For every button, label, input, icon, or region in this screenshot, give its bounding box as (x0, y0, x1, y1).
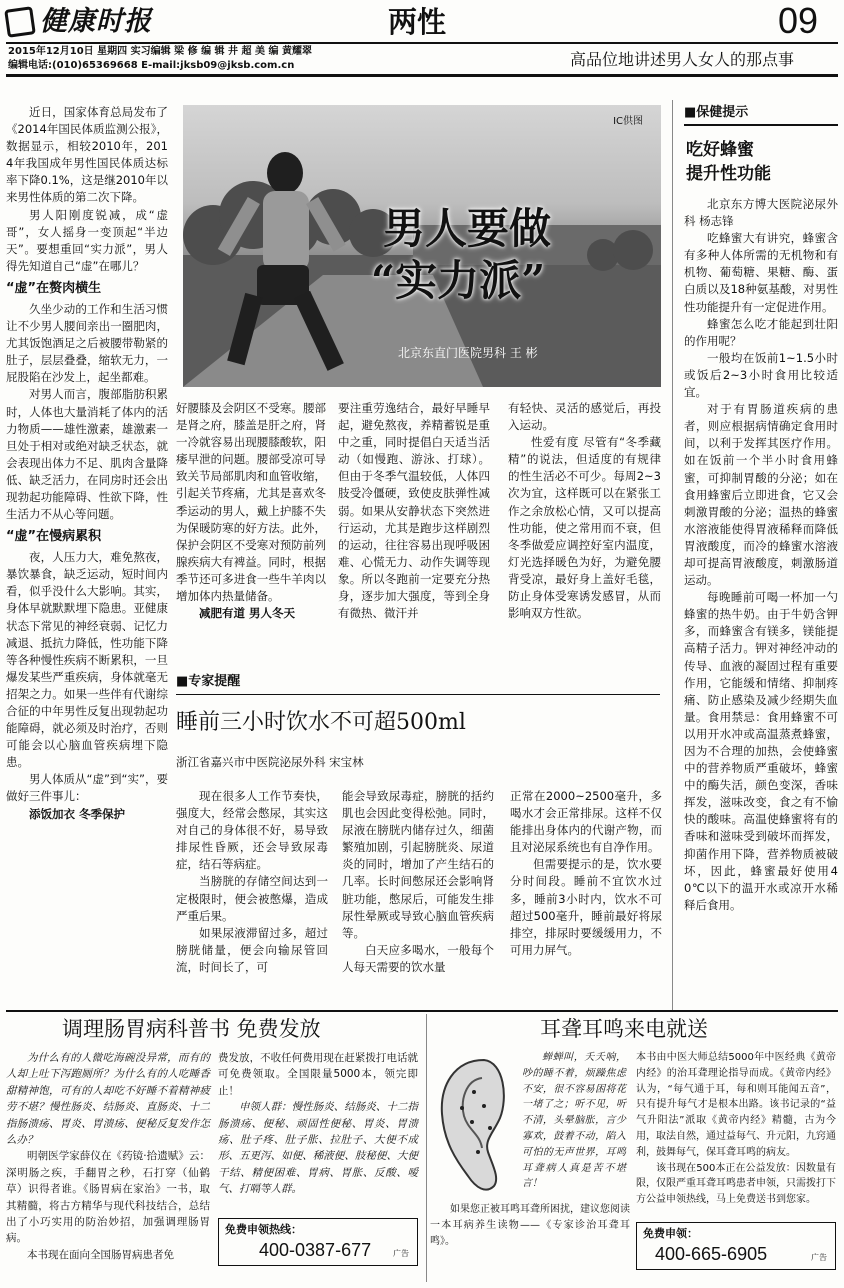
body-para: 要注重劳逸结合，最好早睡早起，避免熬夜，养精蓄锐是重中之重，同时提倡白天适当活动（如慢跑、游泳、打球）。但由于冬季气温较低，人体四肢受冷僵硬，致使皮肤弹性减弱。如果从安静状态下突然进行运动，尤其是跑步这样剧烈的运动，往往容易出现呼吸困难、心慌无力、动作失调等现象。所以冬跑前一定要充分热身，逐步加大强度，等到全身有微热、微汗并 (338, 401, 490, 621)
expert-col-3 (510, 788, 662, 1010)
ad-text: 明朝医学家薛仪在《药镜·拾遗赋》云：深明肠之疾，手翻胃之秒，石打穿（仙鹤草）识得者谁。《肠胃病在家治》一书，取其精髓，将古方精华与现代科技结合，总结出了小巧实用的防治妙招，加强调理肠胃病。 (6, 1150, 210, 1245)
ad-right-hotline-label: 免费申领： (643, 1227, 698, 1240)
body-para: 正常在2000~2500毫升，多喝水才会正常排尿。这样不仅能排出身体内的代谢产物，而且对泌尿系统也有自净作用。 (510, 789, 662, 855)
ad-right-hotline-box (636, 1222, 836, 1270)
subhead-chronic: “虚”在慢病累积 (6, 529, 102, 545)
feature-photo (183, 105, 661, 387)
tips-title-1: 吃好蜂蜜 (686, 140, 754, 160)
ad-text: 该书现在500本正在公益发放：因数量有限，仅限严重耳聋耳鸣患者申领，只需拨打下方公益申领热线，马上免费送书到您家。 (636, 1162, 836, 1206)
ad-text: 费发放，不收任何费用现在赶紧拨打电话就可免费领取。全国限量5000本，领完即止！ (218, 1052, 418, 1097)
expert-col-1 (176, 788, 328, 1010)
photo-byline: 北京东直门医院男科 王 彬 (398, 346, 538, 360)
ad-right (430, 1012, 838, 1284)
body-para: 一般均在饭前1~1.5小时或饭后2~3小时食用比较适宜。 (684, 350, 838, 400)
expert-label: ■专家提醒 (176, 674, 241, 689)
body-para: 白天应多喝水，一般每个人每天需要的饮水量 (342, 942, 494, 974)
expert-rule (176, 694, 660, 695)
body-para: 好腰膝及会阴区不受寒。腰部是肾之府，膝盖是肝之府，肾一冷就容易出现腰膝酸软，阳痿早泄的问题。腰部受凉可导致关节局部肌肉和血管收缩，引起关节疼痛，尤其是喜欢冬季运动的男人，戴上护膝不失为保暖防寒的好方法。此外，保护会阴区不受寒对预防前列腺疾病大有裨益。同时，根据季节还可多进食一些牛羊肉以增加体内热量储备。 (176, 401, 326, 604)
tips-label: ■保健提示 (684, 105, 749, 120)
body-para: 当膀胱的存储空间达到一定极限时，便会被憋爆，造成严重后果。 (176, 874, 328, 923)
body-para: 每晚睡前可喝一杯加一勺蜂蜜的热牛奶。由于牛奶含钾多，而蜂蜜含有镁多，镁能提高精子活力。钾对神经冲动的传导、血液的凝固过程有重要作用，它能缓和情绪、抑制疼痛、防止感染及减少经期失血量。食用禁忌：食用蜂蜜不可以用开水冲或高温蒸煮蜂蜜，因为不合理的加热，会使蜂蜜中的营养物质严重破坏，蜂蜜中的酶失活，颜色变深，香味挥发，滋味改变，食之有不愉快的酸味。高温使蜂蜜将有的香味和滋味受到破坏而挥发，抑菌作用下降，营养物质被破坏，因此，蜂蜜最好使用40℃以下的温开水或凉开水稀释后食用。 (684, 590, 838, 912)
photo-headline-2: “实力派” (371, 256, 546, 305)
expert-title: 睡前三小时饮水不可超500ml (176, 710, 466, 735)
ad-text: 申领人群：慢性肠炎、结肠炎、十二指肠溃疡、便秘、顽固性便秘、胃炎、胃溃疡、肚子疼、肚子胀、拉肚子、大便不成形、五更泻、如便、稀液便、肢秘便、大便干结、精便困难、胃病、胃胀、反酸、嗳气、打嗝等人群。 (218, 1101, 418, 1196)
header-rule (6, 42, 838, 44)
ad-right-title: 耳聋耳鸣来电就送 (540, 1017, 708, 1041)
ad-right-col-1b (430, 1202, 630, 1282)
body-para: 但需要提示的是，饮水要分时间段。睡前不宜饮水过多，睡前3小时内，饮水不可超过500毫升，睡前最好将尿排空，排尿时要缓缓用力，不可用力屏气。 (510, 857, 662, 957)
ad-left (6, 1012, 422, 1284)
ad-left-hotline[interactable]: 400-0387-677 (259, 1240, 372, 1260)
body-para: 久坐少动的工作和生活习惯让不少男人腰间亲出一圈肥肉，尤其饭饱酒足之后被腰带勒紧的肚子，层层叠叠，缩软无力，一屁股陷在沙发上，起坐都难。 (6, 301, 168, 385)
column-divider (672, 100, 673, 1012)
tips-byline: 北京东方博大医院泌尿外科 杨志锋 (684, 197, 838, 229)
intro-para: 近日，国家体育总局发布了《2014年国民体质监测公报》，数据显示，相较2010年，2014年我国成年男性国民体质达标率下降0.1%，这是继2010年以来男性体质的第二次下降。 (6, 105, 168, 205)
body-para: 如果尿液滞留过多，超过膀胱储量，便会向输尿管回流，时间长了，可 (176, 925, 328, 974)
body-para: 减肥有道 男人冬天 (199, 606, 296, 621)
body-para: 男人体质从“虚”到“实”，要做好三件事儿： (6, 772, 168, 804)
expert-byline: 浙江省嘉兴市中医院泌尿外科 宋宝林 (176, 755, 364, 769)
tips-body (684, 196, 838, 1008)
ad-right-tag: 广告 (811, 1253, 827, 1262)
slogan: 高品位地讲述男人女人的那点事 (570, 50, 795, 69)
page-number: 09 (778, 0, 819, 41)
ad-left-col-1 (6, 1050, 210, 1282)
ad-right-hotline[interactable]: 400-665-6905 (655, 1244, 768, 1264)
ad-left-hotline-label: 免费申领热线： (225, 1223, 302, 1236)
header-rule-bottom (6, 74, 838, 77)
ad-left-col-2 (218, 1050, 418, 1210)
subhead-fat: “虚”在赘肉横生 (6, 280, 102, 296)
body-para: 能会导致尿毒症，膀胱的括约肌也会因此变得松弛。同时，尿液在膀胱内储存过久，细菌繁殖加剧，引起膀胱炎、尿道炎的同时，增加了产生结石的几率。长时间憋尿还会影响肾脏功能，憋尿后，可能发生排尿性晕厥或导致心脑血管疾病等。 (342, 789, 494, 940)
ad-text: 如果您正被耳鸣耳聋所困扰，建议您阅读一本耳病养生读物——《专家诊治耳聋耳鸣》。 (430, 1204, 630, 1247)
body-para: 夜，人压力大，难免熬夜，暴饮暴食，缺乏运动，短时间内看，似乎没什么大影响。其实，身体早就默默埋下隐患。亚健康状态下常见的神经衰弱、记忆力减退、抵抗力降低，性功能下降等各种慢性疾病不断累积，一旦爆发某些严重疾病，身体就毫无招架之力。如果一些伴有代谢综合征的中年男性反复出现勃起功能障碍，就必须及时治疗，否则可能会以心脑血管疾病埋下隐患。 (6, 550, 168, 770)
section-title: 两性 (388, 5, 447, 39)
ad-text: 蝉蝉叫，夭夭响，吵的睡不着，烦躁焦虑不安，很不容易困将花一堵了之；听不见，听不清，头晕脑胀，言少寡欢，鼓着不动，陷入可怕的无声世界，耳鸣耳聋病人真是苦不堪言！ (522, 1052, 626, 1190)
photo-headline-1: 男人要做 (383, 204, 552, 253)
ad-text: 为什么有的人微吃海碗没异常，而有的人却上吐下泻跑厕所？为什么有的人吃睡香甜精神饱，可有的人却吃不好睡不着精神疲劳不堪？慢性肠炎、结肠炎、直肠炎、十二指肠溃疡、胃炎、胃溃疡、便秘反复发作怎么办？ (6, 1052, 210, 1147)
body-para: 对男人而言，腹部脂肪积累时，人体也大量消耗了体内的活力物质——雄性激素，雄激素一旦处于相对或绝对缺乏状态，就会表现出体力不足、肌肉含量降低、缺乏活力，在同房时还会出现勃起功能障碍、性欲下降，性生活力不从心等问题。 (6, 387, 168, 522)
ad-left-tag: 广告 (393, 1249, 409, 1258)
body-para: 现在很多人工作节奏快，强度大，经常会憋尿，其实这对自己的身体很不好，易导致排尿性昏厥，还会导致尿毒症，结石等病症。 (176, 789, 328, 872)
main-col-2 (176, 400, 326, 662)
intro-para: 男人阳刚度锐减，成“虚哥”，女人摇身一变顶起“半边天”。要想重回“实力派”，男人得先知道自己“虚”在哪儿？ (6, 207, 168, 273)
body-para: 有轻快、灵活的感觉后，再投入运动。 (508, 401, 661, 433)
body-para: 蜂蜜怎么吃才能起到壮阳的作用呢？ (684, 316, 838, 348)
tips-rule (684, 124, 838, 126)
body-para: 性爱有度 尽管有“冬季藏精”的说法，但适度的有规律的性生活必不可少。每周2~3次为宜，这样既可以在紧张工作之余放松心情，又可以提高性功能，使之常用而不衰，但冬季做爱应调控好室内温度，灯光选择暖色为好，为避免腰背受凉，最好身上盖好毛毯，防止身体受寒诱发感冒，从而影响双方性欲。 (508, 435, 661, 621)
ad-text: 本书由中医大师总结5000年中医经典《黄帝内经》的治耳聋理论指导而成。《黄帝内经》认为，“每气通于耳，每和则耳能闻五音”，只有提升每气才是根本出路。该书记录的“益气升阳法”派取《黄帝内经》精髓，古为今用，取法自然，通过益每气、升元阳，九窍通利，鼓舞每气，保耳聋耳鸣的病友。 (636, 1052, 836, 1158)
main-col-4 (508, 400, 661, 662)
masthead-logo-icon (4, 6, 36, 38)
ads-divider (426, 1014, 427, 1282)
ad-left-hotline-box (218, 1218, 418, 1266)
ad-right-col-2 (636, 1050, 836, 1216)
ad-right-col-1 (522, 1050, 626, 1194)
tips-title-2: 提升性功能 (686, 164, 771, 184)
meta-line-2: 编辑电话:(010)65369668 E-mail:jksb09@jksb.com.cn (8, 60, 295, 71)
ear-illustration-icon (434, 1052, 514, 1202)
expert-col-2 (342, 788, 494, 1010)
ad-text: 本书现在面向全国肠胃病患者免 (27, 1248, 174, 1261)
body-para: 吃蜂蜜大有讲究，蜂蜜含有多种人体所需的无机物和有机物、葡萄糖、果糖、酶、蛋白质以及18种氨基酸，对男性性功能提升有一定促进作用。 (684, 231, 838, 314)
body-para: 添饭加衣 冬季保护 (29, 806, 126, 821)
main-col-1 (6, 104, 168, 821)
ad-left-title: 调理肠胃病科普书 免费发放 (62, 1017, 321, 1041)
masthead-title: 健康时报 (40, 6, 152, 37)
photo-credit: IC供图 (613, 116, 643, 127)
masthead (6, 2, 176, 42)
main-col-3 (338, 400, 490, 662)
body-para: 对于有胃肠道疾病的患者，则应根据病情确定食用时间，以利于发挥其医疗作用。如在饭前一个半小时食用蜂蜜，可抑制胃酸的分泌；如在食用蜂蜜后立即进食，它又会刺激胃酸的分泌；温热的蜂蜜水溶液能使得胃液稀释而降低胃液酸度，而冷的蜂蜜水溶液却可提高胃液酸度，刺激肠道运动。 (684, 402, 838, 588)
meta-line-1: 2015年12月10日 星期四 实习编辑 梁 修 编 辑 井 超 美 编 黄耀翠 (8, 46, 312, 57)
